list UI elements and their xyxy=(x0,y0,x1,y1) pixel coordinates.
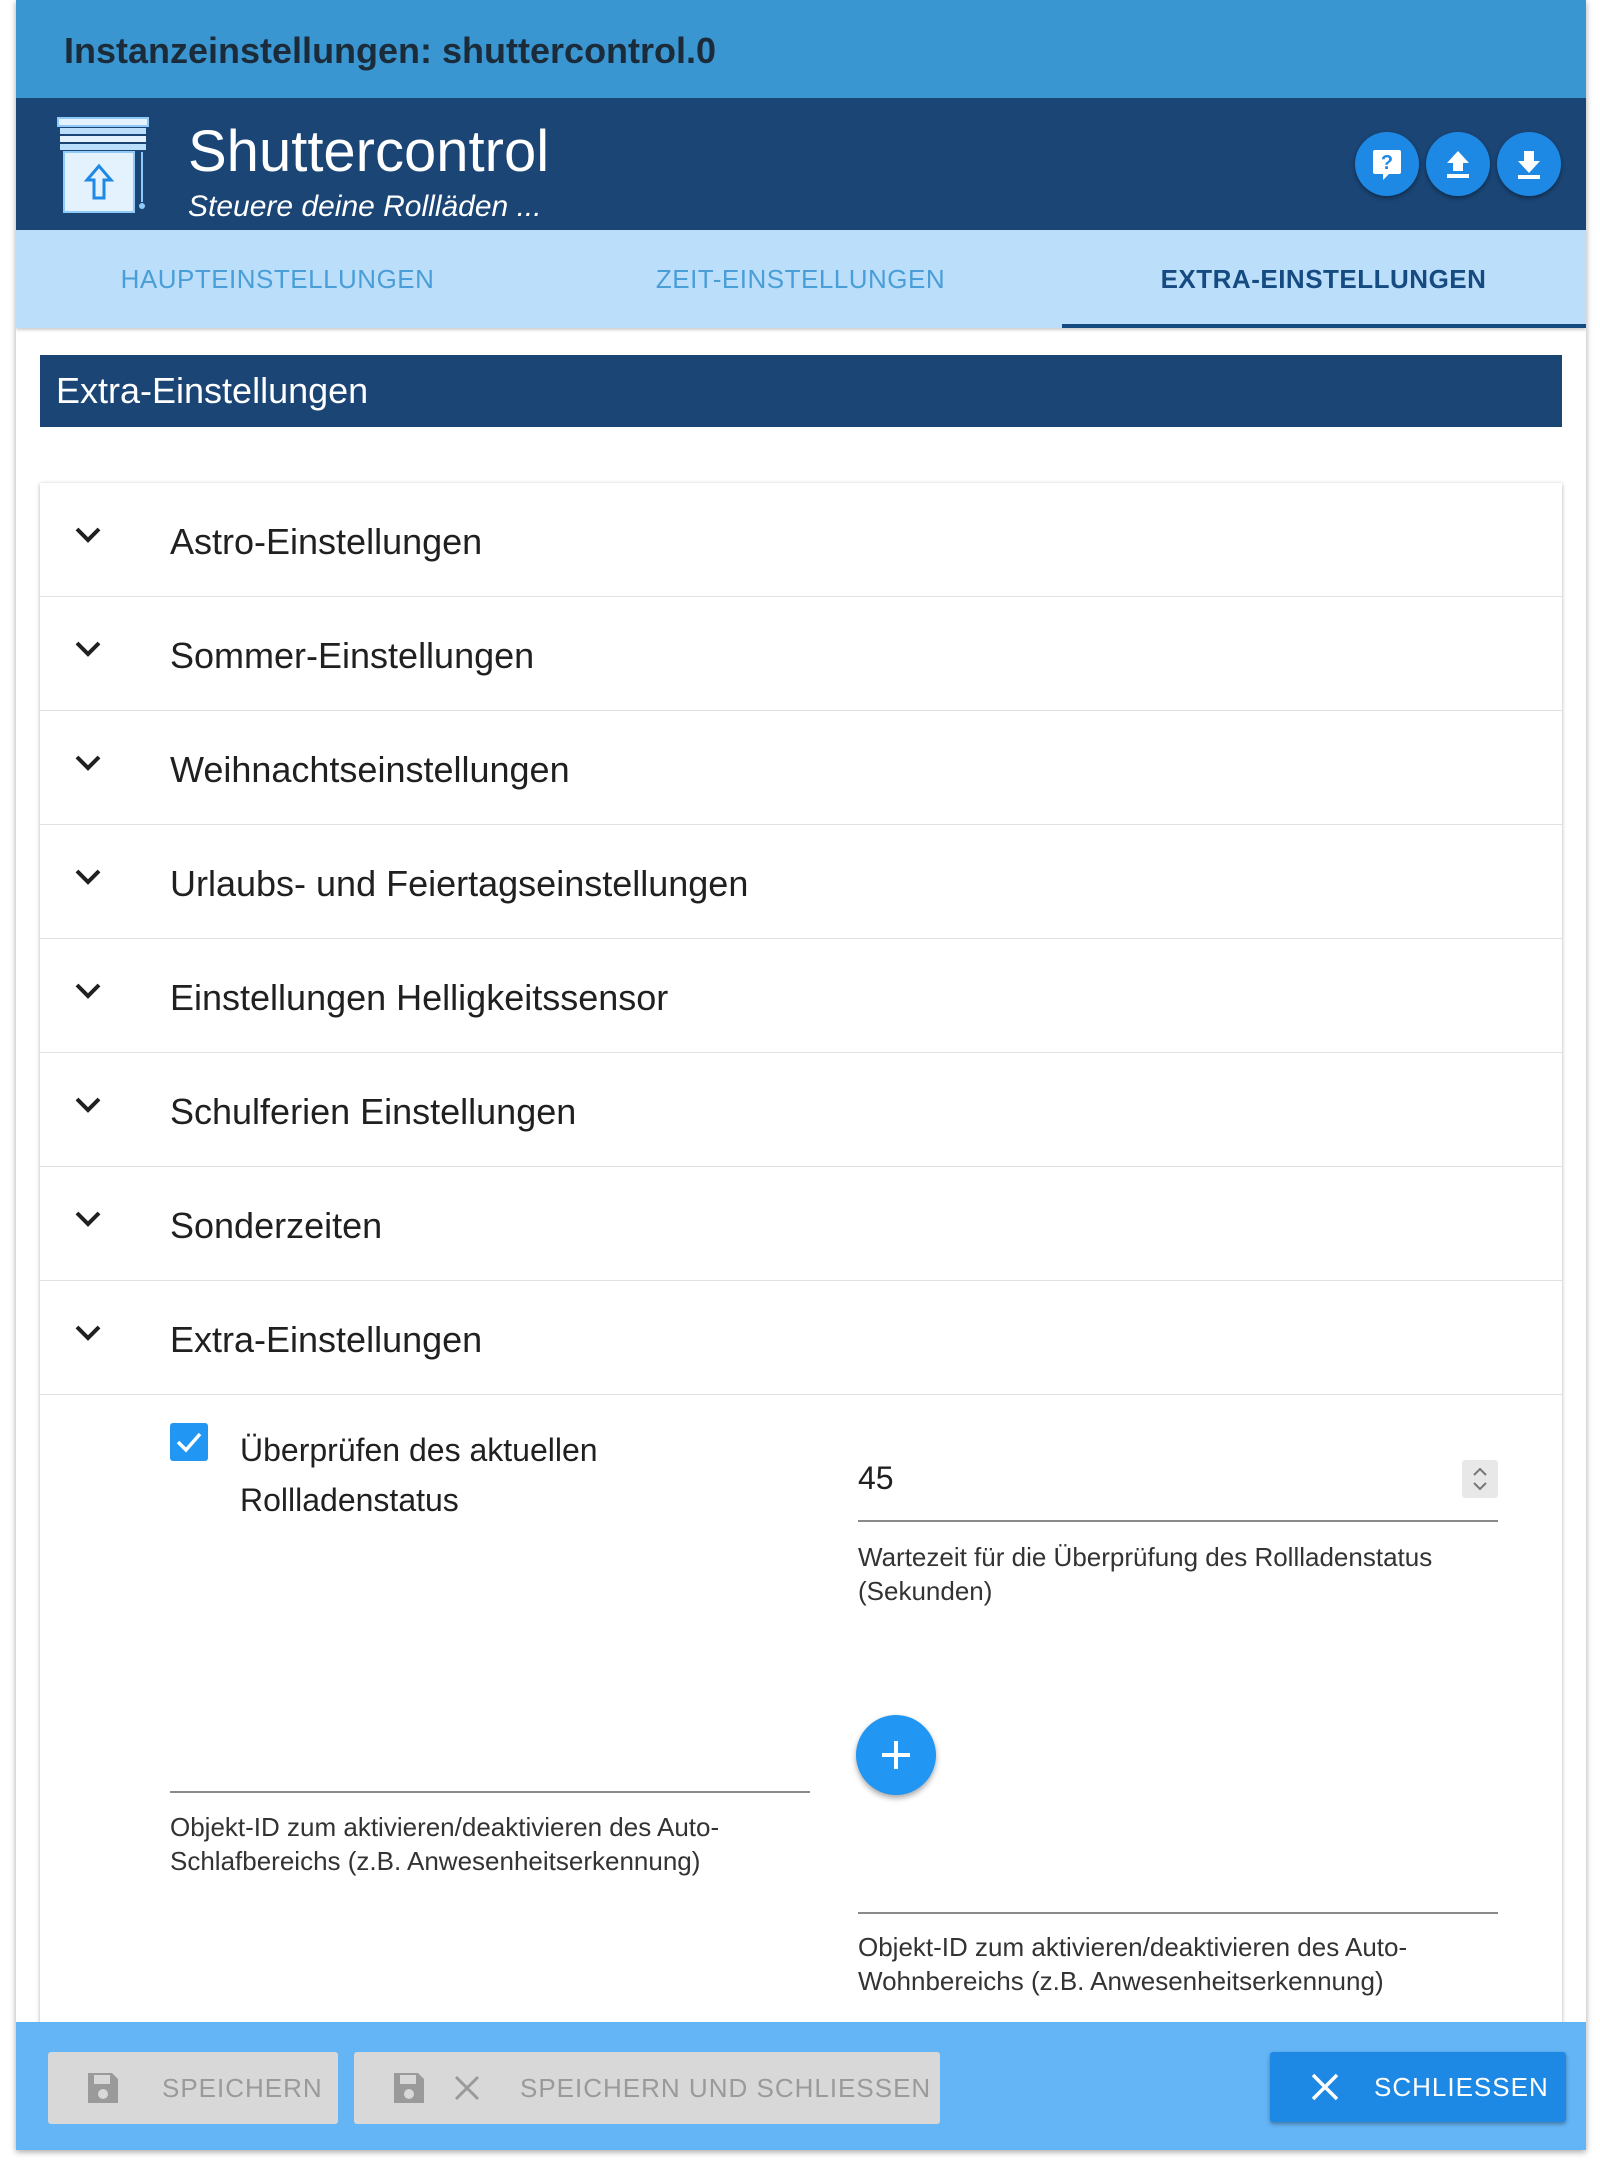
tab-bar xyxy=(16,230,1586,328)
app-subtitle: Steuere deine Rollläden ... xyxy=(188,190,542,223)
save-button[interactable] xyxy=(48,2052,338,2124)
close-icon xyxy=(1308,2070,1342,2104)
section-title: Extra-Einstellungen xyxy=(40,355,1562,427)
close-icon xyxy=(450,2071,484,2105)
chevron-down-icon xyxy=(74,981,102,1001)
settings-accordion xyxy=(40,483,1562,2083)
chevron-down-icon xyxy=(74,525,102,545)
chevron-down-icon xyxy=(74,639,102,659)
footer-bar xyxy=(16,2022,1586,2150)
accordion-item-label: Schulferien Einstellungen xyxy=(170,1091,577,1132)
save-label: SPEICHERN xyxy=(162,2072,323,2103)
extra-settings-panel xyxy=(40,1395,1562,2095)
living-area-helper: Objekt-ID zum aktivieren/deaktivieren des Auto-Wohnbereichs (z.B. Anwesenheitserkennung) xyxy=(858,1932,1408,1996)
accordion-item-weihnachten[interactable] xyxy=(40,711,1562,825)
close-label: SCHLIESSEN xyxy=(1374,2071,1549,2102)
sleep-area-object-input[interactable] xyxy=(170,1791,810,1793)
accordion-item-label: Weihnachtseinstellungen xyxy=(170,749,570,790)
wait-time-value: 45 xyxy=(858,1460,894,1496)
spinner-arrows-icon xyxy=(1462,1460,1498,1498)
help-button[interactable] xyxy=(1355,132,1419,196)
wait-time-input[interactable] xyxy=(858,1450,1498,1522)
floppy-disk-icon xyxy=(390,2069,428,2107)
accordion-item-urlaub[interactable] xyxy=(40,825,1562,939)
sleep-area-helper: Objekt-ID zum aktivieren/deaktivieren des Auto-Schlafbereichs (z.B. Anwesenheitserkennung) xyxy=(170,1812,720,1876)
shutter-logo-icon xyxy=(56,116,150,216)
accordion-item-label: Extra-Einstellungen xyxy=(170,1319,483,1360)
window-titlebar xyxy=(16,0,1586,98)
add-button[interactable] xyxy=(856,1715,936,1795)
accordion-item-label: Sommer-Einstellungen xyxy=(170,635,535,676)
upload-icon xyxy=(1441,147,1475,181)
accordion-item-extra[interactable] xyxy=(40,1281,1562,1395)
check-status-checkbox[interactable] xyxy=(170,1423,208,1461)
close-button[interactable] xyxy=(1270,2052,1566,2122)
number-spinner[interactable] xyxy=(1462,1460,1498,1498)
accordion-item-label: Urlaubs- und Feiertagseinstellungen xyxy=(170,863,749,904)
check-icon xyxy=(170,1423,208,1461)
accordion-item-label: Sonderzeiten xyxy=(170,1205,383,1246)
accordion-item-astro[interactable] xyxy=(40,483,1562,597)
chevron-down-icon xyxy=(74,1209,102,1229)
chevron-down-icon xyxy=(74,753,102,773)
chevron-down-icon xyxy=(74,1323,102,1343)
active-tab-indicator xyxy=(1062,324,1586,328)
chevron-down-icon xyxy=(74,1095,102,1115)
accordion-item-sommer[interactable] xyxy=(40,597,1562,711)
accordion-item-label: Einstellungen Helligkeitssensor xyxy=(170,977,669,1018)
app-header xyxy=(16,98,1586,230)
chevron-down-icon xyxy=(74,867,102,887)
help-icon xyxy=(1369,146,1405,182)
save-and-close-label: SPEICHERN UND SCHLIESSEN xyxy=(520,2072,932,2103)
download-icon xyxy=(1512,147,1546,181)
floppy-disk-icon xyxy=(84,2069,122,2107)
settings-dialog xyxy=(16,0,1586,2150)
accordion-item-sonderzeiten[interactable] xyxy=(40,1167,1562,1281)
tab-zeit-einstellungen[interactable]: ZEIT-EINSTELLUNGEN xyxy=(655,263,946,294)
svg-text:?: ? xyxy=(1380,152,1394,174)
plus-icon xyxy=(878,1737,914,1773)
tab-haupteinstellungen[interactable]: HAUPTEINSTELLUNGEN xyxy=(120,263,435,294)
app-name: Shuttercontrol xyxy=(188,119,550,184)
accordion-item-helligkeit[interactable] xyxy=(40,939,1562,1053)
tab-extra-einstellungen[interactable]: EXTRA-EINSTELLUNGEN xyxy=(1160,263,1487,294)
upload-button[interactable] xyxy=(1426,132,1490,196)
wait-time-helper: Wartezeit für die Überprüfung des Rollladenstatus (Sekunden) xyxy=(858,1542,1433,1606)
accordion-item-schulferien[interactable] xyxy=(40,1053,1562,1167)
check-status-label: Überprüfen des aktuellen Rollladenstatus xyxy=(240,1432,598,1518)
download-button[interactable] xyxy=(1497,132,1561,196)
save-and-close-button[interactable] xyxy=(354,2052,940,2124)
window-title: Instanzeinstellungen: shuttercontrol.0 xyxy=(64,30,717,71)
living-area-object-input[interactable] xyxy=(858,1912,1498,1914)
accordion-item-label: Astro-Einstellungen xyxy=(170,521,483,562)
